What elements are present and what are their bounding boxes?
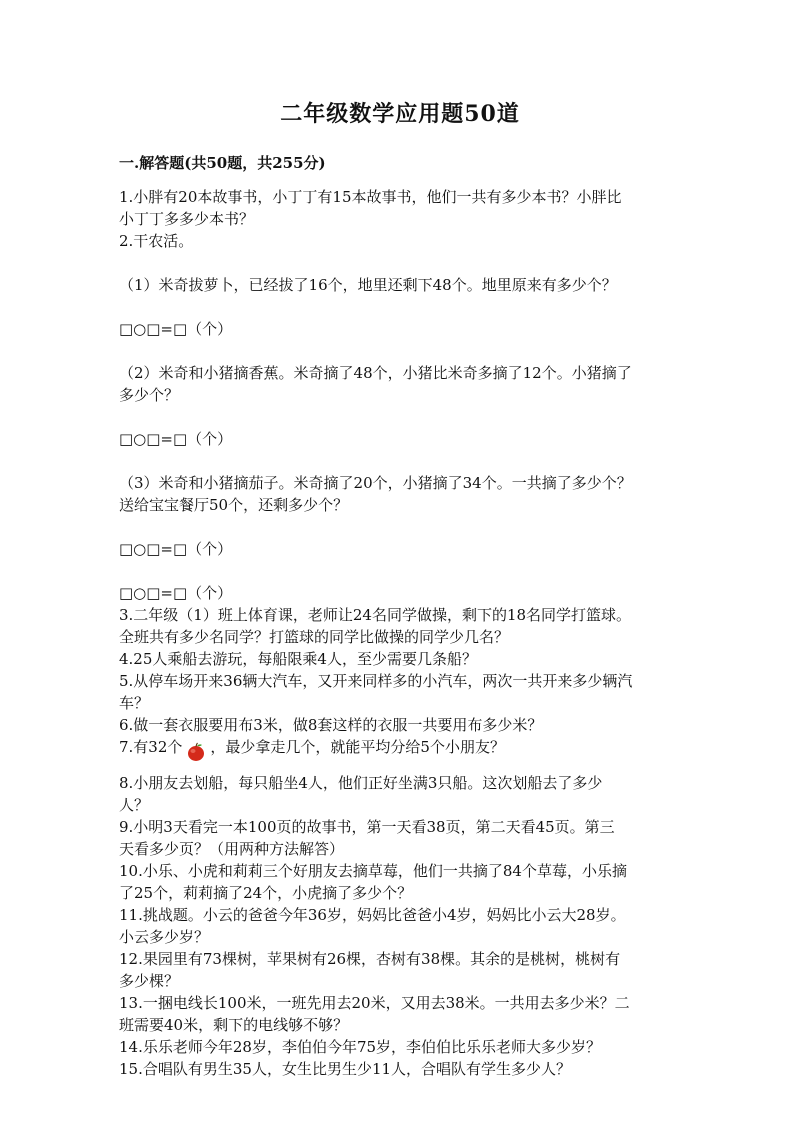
- question-1-line-2: 小丁丁多多少本书？: [119, 210, 255, 228]
- question-9-line-2: 天看多少页？（用两种方法解答）: [119, 840, 345, 858]
- question-7: [119, 736, 684, 758]
- question-10-line-1: 10.小乐、小虎和莉莉三个好朋友去摘草莓，他们一共摘了84个草莓，小乐摘: [119, 862, 627, 880]
- section-heading: 一.解答题(共50题，共255分): [119, 154, 326, 172]
- question-10-line-2: 了25个，莉莉摘了24个，小虎摘了多少个？: [119, 884, 413, 902]
- question-5-line-2: 车？: [119, 694, 150, 712]
- question-12-line-1: 12.果园里有73棵树，苹果树有26棵，杏树有38棵。其余的是桃树，桃树有: [119, 950, 621, 968]
- question-5-line-1: 5.从停车场开来36辆大汽车，又开来同样多的小汽车，两次一共开来多少辆汽: [119, 672, 633, 690]
- question-7-before: 7.有32个: [119, 738, 183, 756]
- question-7-after: ，最少拿走几个，就能平均分给5个小朋友？: [210, 738, 505, 756]
- answer-formula: □○□=□（个）: [119, 320, 233, 338]
- question-6: 6.做一套衣服要用布3米，做8套这样的衣服一共要用布多少米？: [119, 716, 543, 734]
- page-title: 二年级数学应用题50道: [280, 101, 520, 127]
- question-2-part-1: （1）米奇拔萝卜，已经拔了16个，地里还剩下48个。地里原来有多少个？: [119, 276, 617, 294]
- question-13-line-2: 班需要40米，剩下的电线够不够？: [119, 1016, 349, 1034]
- question-11-line-2: 小云多少岁？: [119, 928, 210, 946]
- answer-formula: □○□=□（个）: [119, 584, 233, 602]
- question-3-line-2: 全班共有多少名同学？打篮球的同学比做操的同学少几名？: [119, 628, 510, 646]
- question-8-line-2: 人？: [119, 796, 150, 814]
- question-2-part-3-line-2: 送给宝宝餐厅50个，还剩多少个？: [119, 496, 349, 514]
- question-8-line-1: 8.小朋友去划船，每只船坐4人，他们正好坐满3只船。这次划船去了多少: [119, 774, 603, 792]
- question-2-part-2-line-2: 多少个？: [119, 386, 180, 404]
- question-15: 15.合唱队有男生35人，女生比男生少11人，合唱队有学生多少人？: [119, 1060, 572, 1078]
- apple-icon: [186, 736, 206, 758]
- question-1-line-1: 1.小胖有20本故事书，小丁丁有15本故事书，他们一共有多少本书？小胖比: [119, 188, 622, 206]
- question-2-part-3-line-1: （3）米奇和小猪摘茄子。米奇摘了20个，小猪摘了34个。一共摘了多少个？: [119, 474, 632, 492]
- question-2-intro: 2.干农活。: [119, 232, 194, 250]
- question-list: [119, 186, 684, 1080]
- question-3-line-1: 3.二年级（1）班上体育课，老师让24名同学做操，剩下的18名同学打篮球。: [119, 606, 632, 624]
- answer-formula: □○□=□（个）: [119, 430, 233, 448]
- question-2-part-2-line-1: （2）米奇和小猪摘香蕉。米奇摘了48个，小猪比米奇多摘了12个。小猪摘了: [119, 364, 632, 382]
- question-14: 14.乐乐老师今年28岁，李伯伯今年75岁，李伯伯比乐乐老师大多少岁？: [119, 1038, 602, 1056]
- question-11-line-1: 11.挑战题。小云的爸爸今年36岁，妈妈比爸爸小4岁，妈妈比小云大28岁。: [119, 906, 626, 924]
- question-9-line-1: 9.小明3天看完一本100页的故事书，第一天看38页，第二天看45页。第三: [119, 818, 615, 836]
- question-4: 4.25人乘船去游玩，每船限乘4人，至少需要几条船？: [119, 650, 477, 668]
- question-12-line-2: 多少棵？: [119, 972, 180, 990]
- question-13-line-1: 13.一捆电线长100米，一班先用去20米，又用去38米。一共用去多少米？二: [119, 994, 630, 1012]
- answer-formula: □○□=□（个）: [119, 540, 233, 558]
